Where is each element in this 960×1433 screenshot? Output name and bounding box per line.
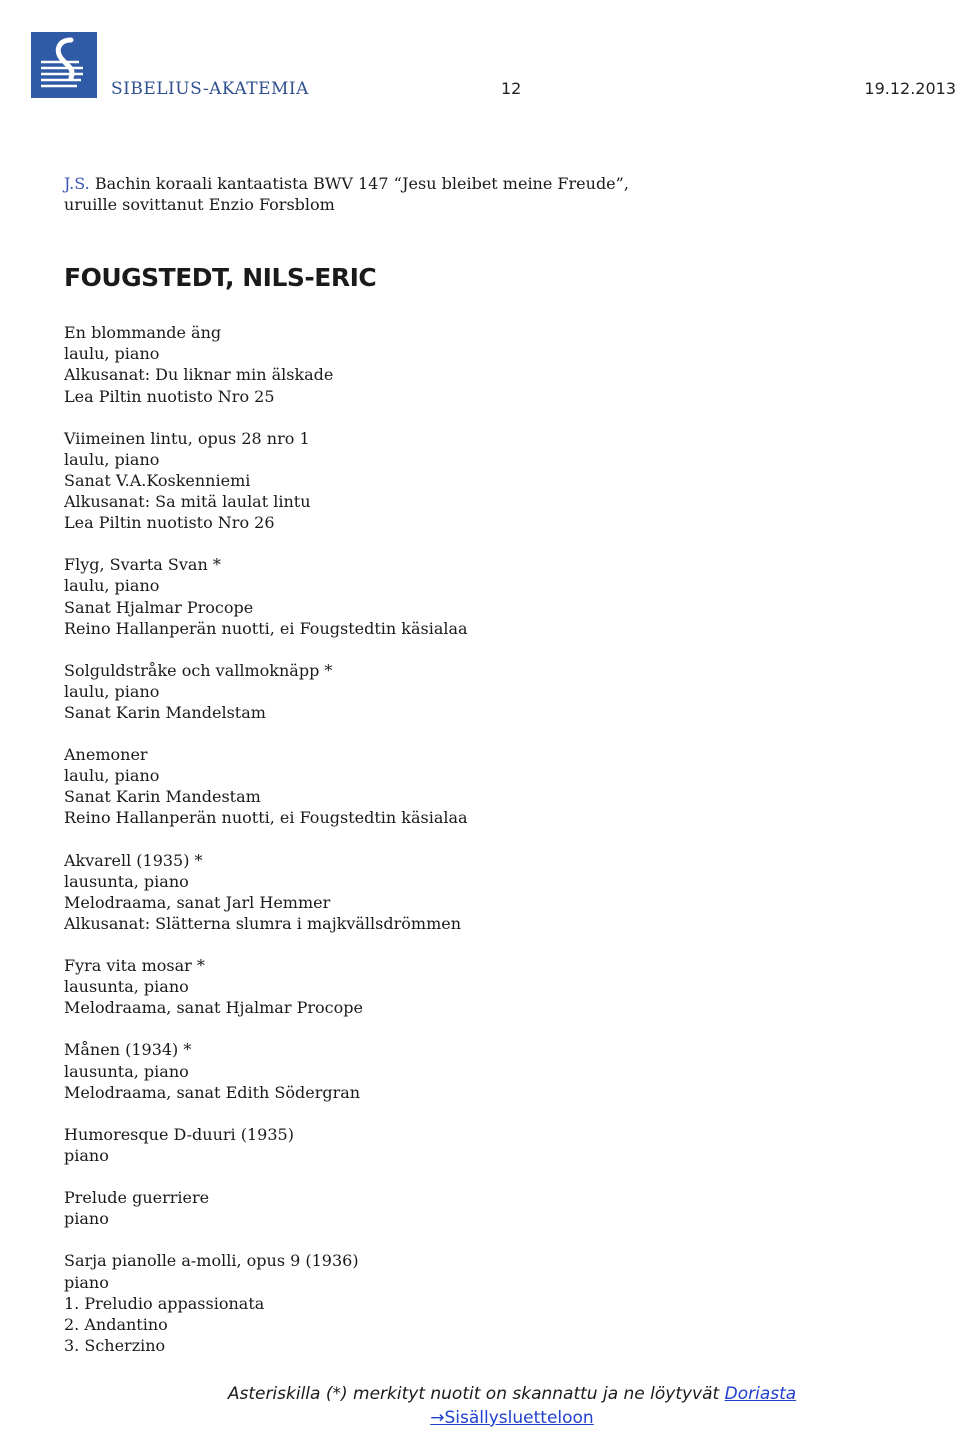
work-detail: Sanat Karin Mandestam — [64, 787, 261, 807]
work-detail: piano — [64, 1209, 109, 1229]
footer-note-text: Asteriskilla (*) merkityt nuotit on skannattu ja ne löytyvät — [227, 1384, 725, 1404]
work-entry — [64, 1187, 904, 1229]
work-title: Månen (1934) * — [64, 1040, 192, 1060]
logo-s-icon-graphic — [31, 32, 97, 98]
work-detail: Melodraama, sanat Edith Södergran — [64, 1082, 361, 1102]
work-detail: Melodraama, sanat Jarl Hemmer — [64, 892, 331, 912]
work-title: Humoresque D-duuri (1935) — [64, 1124, 294, 1144]
page-number: 12 — [501, 79, 522, 98]
work-detail: Alkusanat: Du liknar min älskade — [64, 365, 334, 385]
table-of-contents-link[interactable]: →Sisällysluetteloon — [430, 1408, 594, 1428]
work-title: Viimeinen lintu, opus 28 nro 1 — [64, 428, 310, 448]
doria-link[interactable]: Doriasta — [724, 1384, 797, 1404]
work-title: En blommande äng — [64, 323, 222, 343]
work-detail: laulu, piano — [64, 681, 160, 701]
work-detail: piano — [64, 1272, 109, 1292]
work-entry — [64, 660, 904, 723]
document-body — [64, 173, 904, 1377]
work-detail: laulu, piano — [64, 576, 160, 596]
work-title: Prelude guerriere — [64, 1188, 210, 1208]
work-detail: 2. Andantino — [64, 1314, 168, 1334]
work-detail: Sanat Karin Mandelstam — [64, 702, 266, 722]
work-detail: 1. Preludio appassionata — [64, 1293, 265, 1313]
work-detail: lausunta, piano — [64, 1061, 189, 1081]
work-entry — [64, 744, 904, 828]
work-title: Solguldstråke och vallmoknäpp * — [64, 660, 333, 680]
work-detail: Alkusanat: Sa mitä laulat lintu — [64, 492, 311, 512]
work-title: Flyg, Svarta Svan * — [64, 555, 221, 575]
work-entry — [64, 1124, 904, 1166]
work-detail: lausunta, piano — [64, 977, 189, 997]
work-title: Anemoner — [64, 745, 148, 765]
work-title: Akvarell (1935) * — [64, 850, 203, 870]
work-title: Sarja pianolle a-molli, opus 9 (1936) — [64, 1251, 359, 1271]
logo-s-harp-icon — [31, 32, 97, 98]
intro-line-1-text: Bachin koraali kantaatista BWV 147 “Jesu bleibet meine Freude”, — [89, 174, 629, 193]
intro-link[interactable]: J.S. — [64, 174, 90, 193]
work-detail: Lea Piltin nuotisto Nro 26 — [64, 513, 275, 533]
work-entry — [64, 322, 904, 406]
work-detail: piano — [64, 1145, 109, 1165]
works-list — [64, 322, 904, 1356]
work-detail: laulu, piano — [64, 449, 160, 469]
work-title: Fyra vita mosar * — [64, 956, 205, 976]
composer-heading: FOUGSTEDT, NILS-ERIC — [64, 263, 377, 293]
work-detail: Lea Piltin nuotisto Nro 25 — [64, 386, 275, 406]
work-detail: lausunta, piano — [64, 871, 189, 891]
work-entry — [64, 850, 904, 934]
work-entry — [64, 554, 904, 638]
intro-line-1 — [64, 173, 904, 194]
intro-entry — [64, 173, 904, 215]
logo-text: SIBELIUS-AKATEMIA — [111, 79, 309, 99]
work-detail: Sanat Hjalmar Procope — [64, 597, 254, 617]
work-detail: laulu, piano — [64, 766, 160, 786]
work-entry — [64, 1039, 904, 1102]
work-entry — [64, 428, 904, 533]
work-detail: Melodraama, sanat Hjalmar Procope — [64, 998, 363, 1018]
work-entry — [64, 955, 904, 1018]
toc-link-container — [0, 1408, 960, 1428]
work-detail: Reino Hallanperän nuotti, ei Fougstedtin käsialaa — [64, 808, 468, 828]
sibelius-academy-logo — [31, 32, 309, 99]
page-date: 19.12.2013 — [864, 79, 956, 98]
work-detail: 3. Scherzino — [64, 1335, 166, 1355]
work-detail: Sanat V.A.Koskenniemi — [64, 470, 251, 490]
work-detail: Alkusanat: Slätterna slumra i majkvällsdrömmen — [64, 913, 462, 933]
intro-line-2: uruille sovittanut Enzio Forsblom — [64, 195, 335, 215]
footer-note — [0, 1384, 960, 1404]
work-detail: Reino Hallanperän nuotti, ei Fougstedtin käsialaa — [64, 618, 468, 638]
work-entry — [64, 1250, 904, 1355]
work-detail: laulu, piano — [64, 344, 160, 364]
